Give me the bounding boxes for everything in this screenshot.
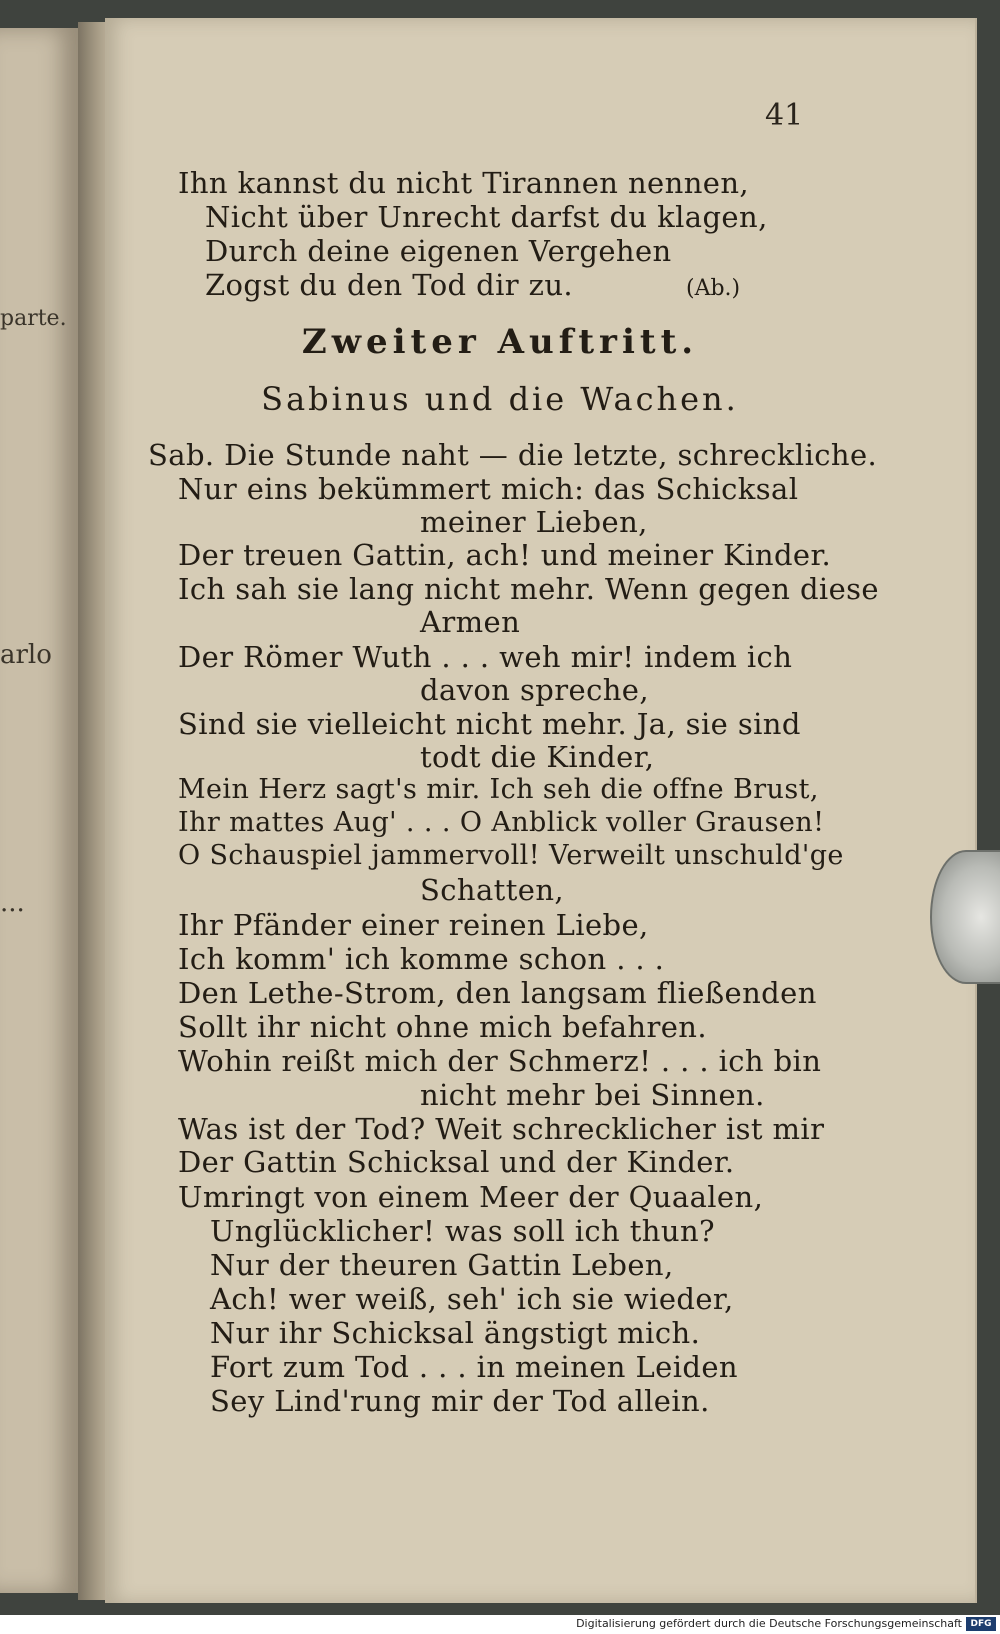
verse-line: Umringt von einem Meer der Quaalen, (178, 1180, 764, 1214)
stage-direction: (Ab.) (686, 276, 741, 301)
speech-line: Ihr Pfänder einer reinen Liebe, (178, 908, 649, 942)
left-page-edge (0, 28, 80, 1593)
page-number: 41 (765, 98, 804, 133)
speech-line: davon spreche, (420, 673, 649, 707)
verse-line: Ihn kannst du nicht Tirannen nennen, (178, 166, 750, 200)
speech-line: Schatten, (420, 873, 565, 907)
speech-line: meiner Lieben, (420, 505, 648, 539)
verse-line: Nicht über Unrecht darfst du klagen, (205, 200, 768, 234)
speech-line: Den Lethe-Strom, den langsam fließenden (178, 976, 817, 1010)
footer-bar (0, 1615, 1000, 1634)
speech-line: Sind sie vielleicht nicht mehr. Ja, sie sind (178, 707, 801, 741)
speech-line: Nur eins bekümmert mich: das Schicksal (178, 472, 799, 506)
page-clip (930, 850, 1000, 984)
verse-line: Fort zum Tod . . . in meinen Leiden (210, 1350, 738, 1384)
speech-line: Sab. Die Stunde naht — die letzte, schreckliche. (148, 438, 878, 472)
speech-line: Ihr mattes Aug' . . . O Anblick voller Grausen! (178, 807, 825, 838)
speech-line: O Schauspiel jammervoll! Verweilt unschuld'ge (178, 840, 844, 871)
left-page-fragment: parte. (0, 306, 67, 331)
speech-line: Der Römer Wuth . . . weh mir! indem ich (178, 640, 793, 674)
speech-line: Der Gattin Schicksal und der Kinder. (178, 1145, 735, 1179)
speech-line: Was ist der Tod? Weit schrecklicher ist mir (178, 1112, 825, 1146)
speech-line: Mein Herz sagt's mir. Ich seh die offne Brust, (178, 774, 819, 805)
scene-heading: Zweiter Auftritt. (301, 322, 699, 362)
speech-line: Ich sah sie lang nicht mehr. Wenn gegen diese (178, 572, 879, 606)
funding-credit: Digitalisierung gefördert durch die Deutsche Forschungsgemeinschaft (576, 1617, 962, 1630)
speech-line: Sollt ihr nicht ohne mich befahren. (178, 1010, 707, 1044)
speech-line: Armen (420, 605, 521, 639)
scene-characters: Sabinus und die Wachen. (261, 380, 739, 418)
speech-line: nicht mehr bei Sinnen. (420, 1078, 765, 1112)
dfg-logo: DFG (966, 1617, 996, 1631)
speech-line: Ich komm' ich komme schon . . . (178, 942, 665, 976)
speech-line: Der treuen Gattin, ach! und meiner Kinder. (178, 538, 832, 572)
verse-line: Nur der theuren Gattin Leben, (210, 1248, 674, 1282)
verse-line: Ach! wer weiß, seh' ich sie wieder, (210, 1282, 734, 1316)
speech-line: Wohin reißt mich der Schmerz! . . . ich bin (178, 1044, 822, 1078)
verse-line: Nur ihr Schicksal ängstigt mich. (210, 1316, 701, 1350)
verse-line: Unglücklicher! was soll ich thun? (210, 1214, 715, 1248)
left-page-fragment: arlo (0, 640, 52, 670)
left-page-fragment: ... (0, 888, 25, 918)
verse-line: Sey Lind'rung mir der Tod allein. (210, 1384, 710, 1418)
verse-line: Durch deine eigenen Vergehen (205, 234, 672, 268)
speech-line: todt die Kinder, (420, 740, 655, 774)
verse-line: Zogst du den Tod dir zu. (205, 268, 574, 302)
